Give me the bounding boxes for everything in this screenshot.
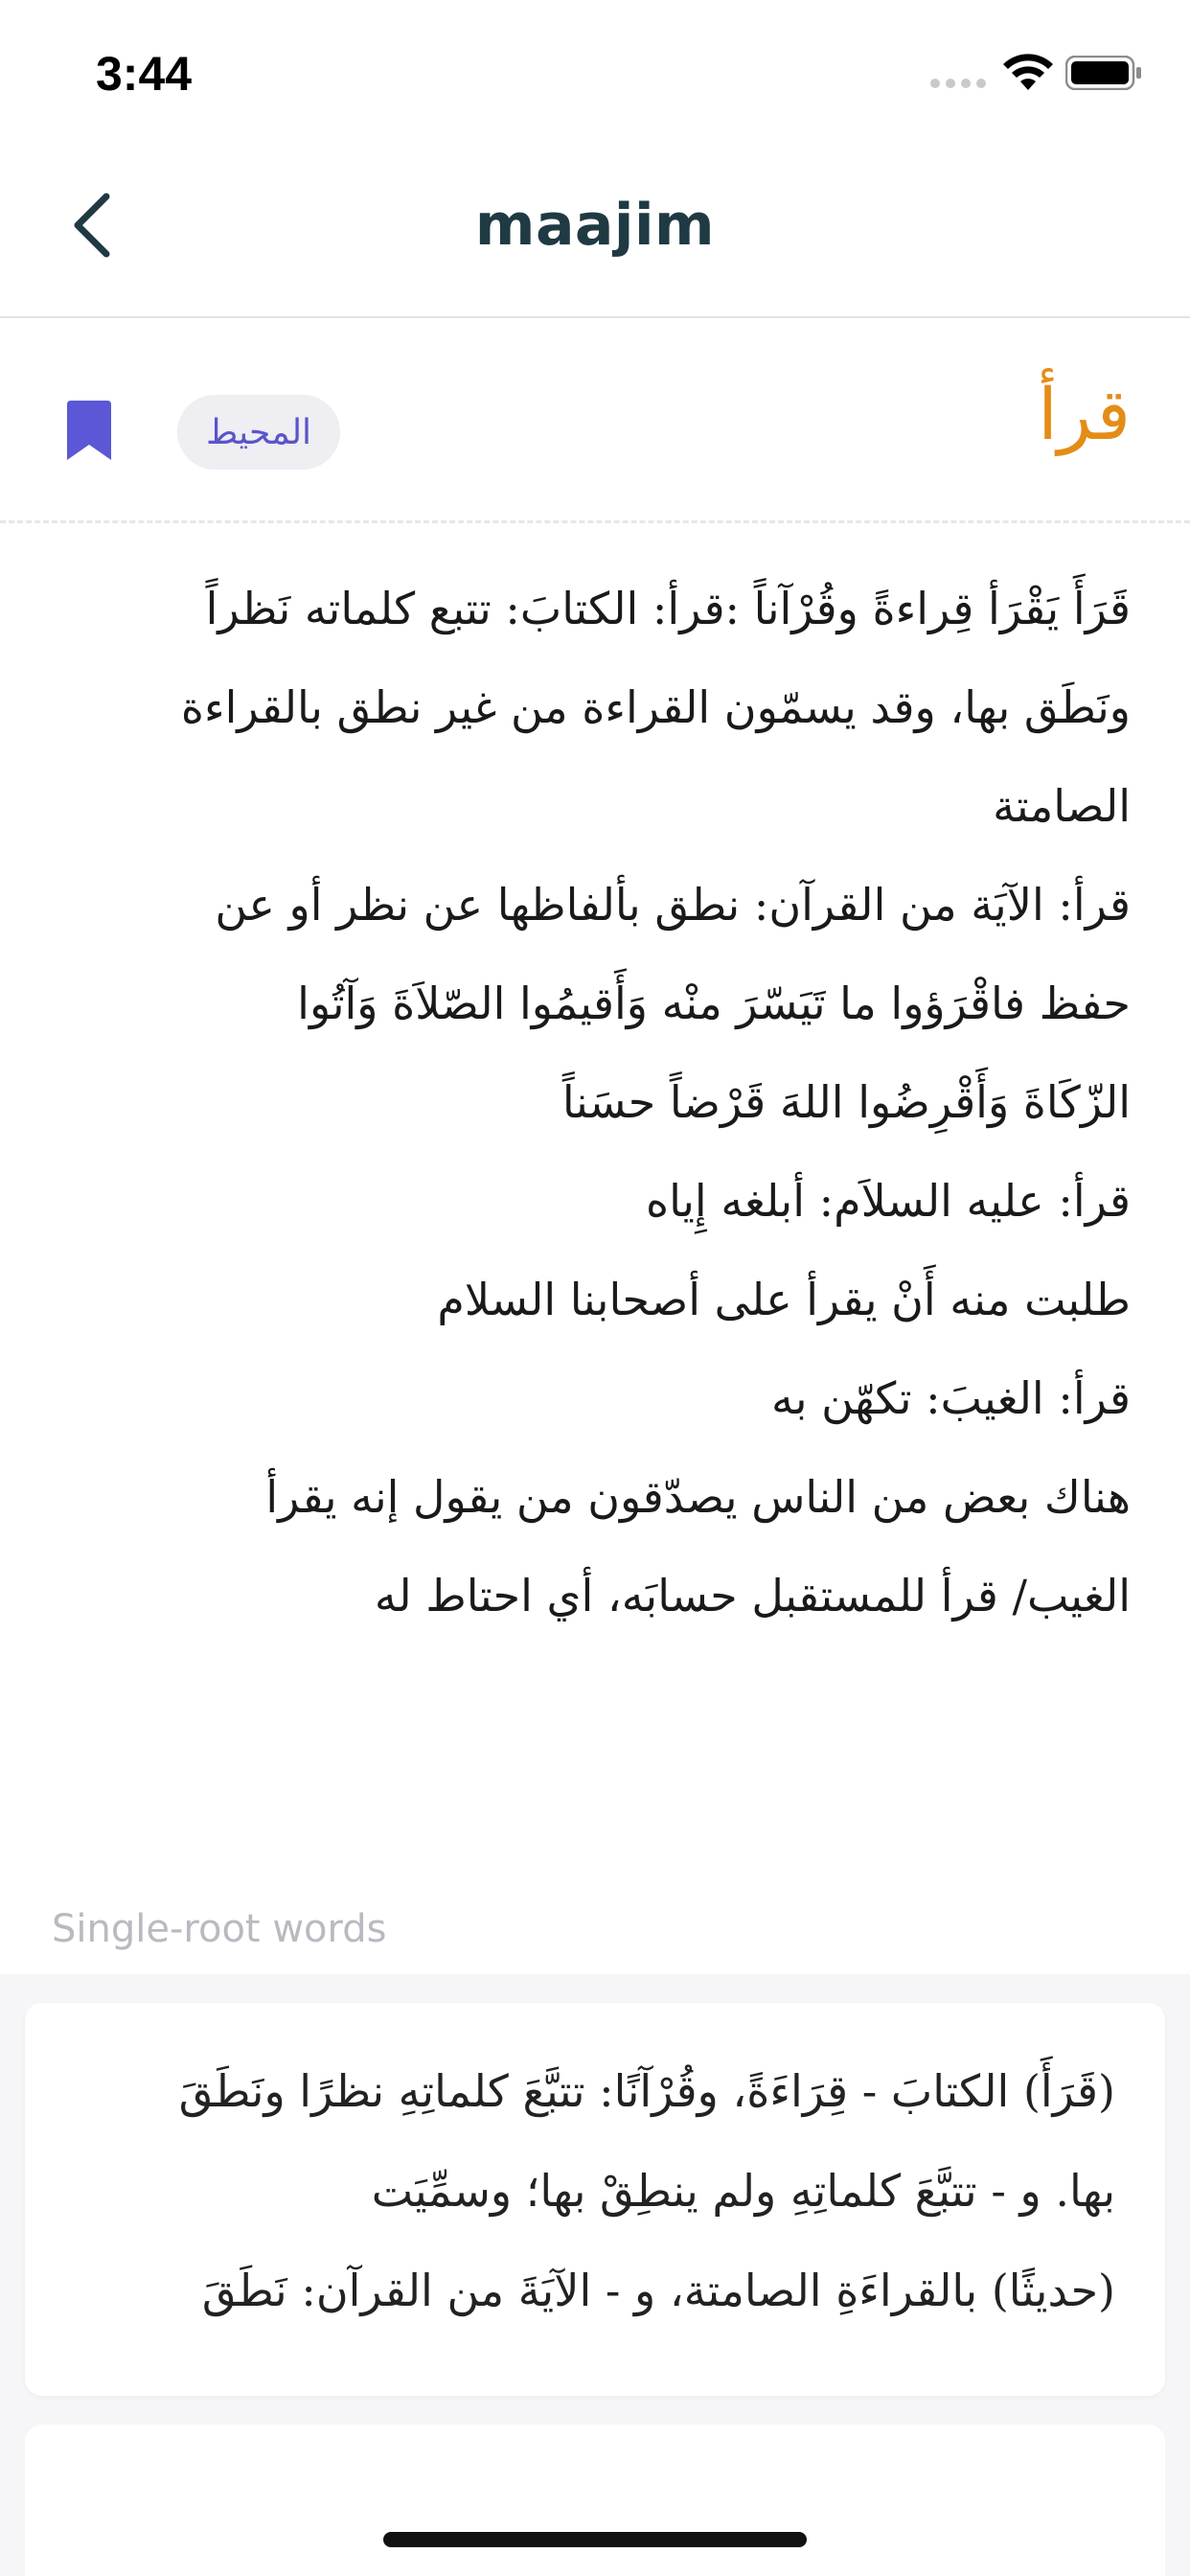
- definition-line: ونَطَق بها، وقد يسمّون القراءة من غير نطق بالقراءة: [180, 681, 1131, 733]
- definition-line: قَرَأَ يَقْرَأ قِراءةً وقُرْآناً :قرأ: الكتابَ: تتبع كلماته نَظراً: [205, 583, 1131, 634]
- nav-bar: [0, 144, 1190, 318]
- entry-header: [0, 320, 1190, 523]
- related-line: (قَرَأَ) الكتابَ - قِرَاءَةً، وقُرْآنًا: تتبَّعَ كلماتِهِ نظرًا ونَطَقَ: [178, 2065, 1115, 2117]
- dictionary-badge[interactable]: المحيط: [177, 395, 340, 470]
- related-word-card[interactable]: [25, 2425, 1165, 2576]
- definition-line: الغيب/ قرأ للمستقبل حسابَه، أي احتاط له: [374, 1570, 1131, 1622]
- related-words-area: [0, 1974, 1190, 2576]
- related-line: (حديثًا) بالقراءَةِ الصامتة، و - الآيَةَ من القرآن: نَطَقَ: [201, 2265, 1115, 2316]
- definition-line: هناك بعض من الناس يصدّقون من يقول إنه يقرأ: [265, 1471, 1131, 1523]
- definition-line: طلبت منه أَنْ يقرأ على أصحابنا السلام: [437, 1274, 1131, 1325]
- definition-line: الزّكَاةَ وَأَقْرِضُوا اللهَ قَرْضاً حسَناً: [561, 1076, 1131, 1128]
- related-line: بها. و - تتبَّعَ كلماتِهِ ولم ينطِقْ بها؛ وسمِّيَت: [371, 2165, 1115, 2217]
- definition-line: قرأ: الآيَة من القرآن: نطق بألفاظها عن نظر أو عن: [215, 879, 1131, 931]
- battery-icon: [1065, 56, 1142, 90]
- page-title: maajim: [474, 192, 716, 259]
- home-indicator[interactable]: [383, 2532, 807, 2547]
- signal-dots-icon: [929, 77, 987, 90]
- related-word-text: [80, 2041, 1115, 2340]
- definition-line: حفظ فاقْرَؤوا ما تَيَسّرَ منْه وَأَقيمُوا الصّلاَةَ وَآتُوا: [297, 978, 1131, 1029]
- related-word-card[interactable]: [25, 2003, 1165, 2396]
- bookmark-icon[interactable]: [63, 401, 115, 462]
- section-label-single-root-words: Single-root words: [52, 1907, 387, 1951]
- definition-line: قرأ: الغيبَ: تكهّن به: [771, 1372, 1131, 1424]
- definition-text: [77, 560, 1131, 1645]
- entry-word: قرأ: [1038, 374, 1131, 456]
- definition-line: قرأ: عليه السلاَم: أبلغه إِياه: [646, 1175, 1131, 1227]
- status-bar: [0, 0, 1190, 144]
- wifi-icon: [1000, 54, 1056, 92]
- status-time: 3:44: [96, 47, 193, 101]
- definition-line: الصامتة: [993, 780, 1131, 832]
